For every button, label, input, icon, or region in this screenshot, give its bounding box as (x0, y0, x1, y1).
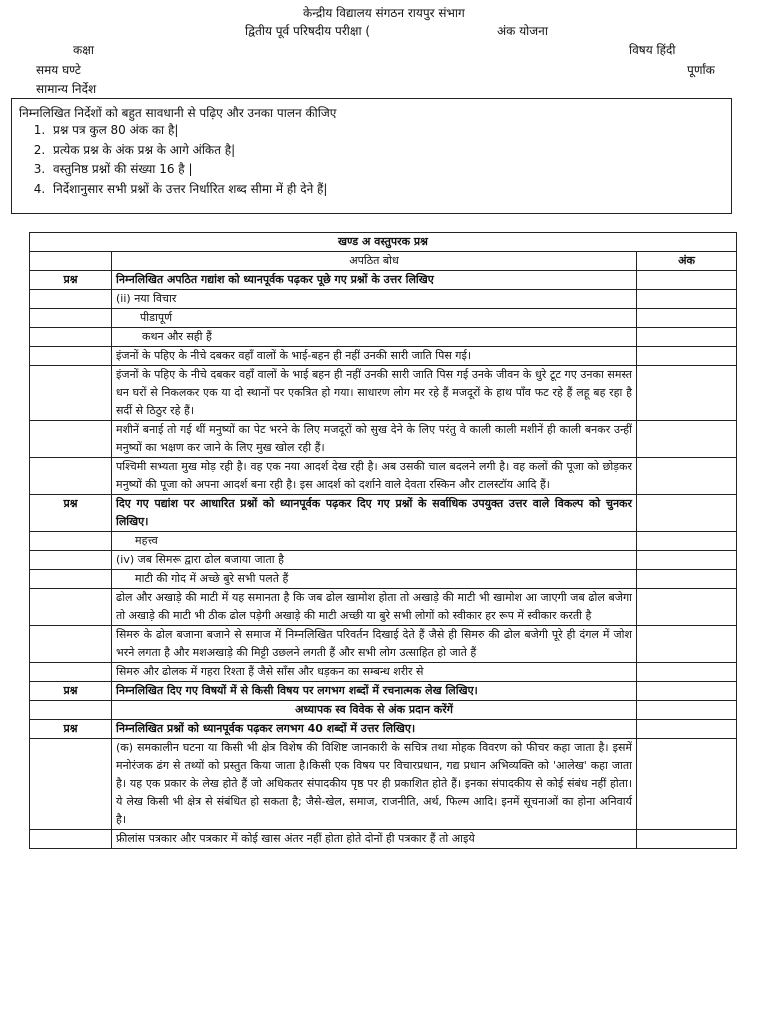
empty-cell (30, 290, 112, 309)
answer-row (30, 551, 737, 570)
answer-row (30, 739, 737, 830)
answer-text: (iv) जब सिमरू द्वारा ढोल बजाया जाता है (112, 551, 637, 570)
marks-cell (637, 366, 737, 421)
marks-cell (637, 551, 737, 570)
general-instructions-label: सामान्य निर्देश (36, 82, 97, 96)
marks-cell (637, 458, 737, 495)
empty-cell (30, 309, 112, 328)
answer-row (30, 570, 737, 589)
answer-row (30, 532, 737, 551)
instruction-item: 4. निर्देशानुसार सभी प्रश्नों के उत्तर निर्धारित शब्द सीमा में ही देने हैं| (49, 180, 327, 200)
answer-text: फ्रीलांस पत्रकार और पत्रकार में कोई खास अंतर नहीं होता होते दोनों ही पत्रकार हैं तो आइये (112, 830, 637, 849)
scheme-label: अंक योजना (497, 24, 548, 38)
instructions-heading: निम्नलिखित निर्देशों को बहुत सावधानी से पढ़िए और उनका पालन कीजिए (19, 106, 337, 120)
question-prompt: दिए गए पद्यांश पर आधारित प्रश्नों को ध्यानपूर्वक पढ़कर दिए गए प्रश्नों के सर्वाधिक उपयुक्त उत्तर वाले विकल्प को चुनकर लिखिए। (112, 495, 637, 532)
answer-row (30, 626, 737, 663)
note-row (30, 701, 737, 720)
empty-cell (30, 347, 112, 366)
marks-cell (637, 663, 737, 682)
question-label: प्रश्न (30, 495, 112, 532)
answer-row (30, 328, 737, 347)
empty-cell (30, 458, 112, 495)
answer-row (30, 589, 737, 626)
section-row (30, 233, 737, 252)
question-prompt: निम्नलिखित दिए गए विषयों में से किसी विषय पर लगभग शब्दों में रचनात्मक लेख लिखिए। (112, 682, 637, 701)
question-label: प्रश्न (30, 720, 112, 739)
instructions-box (11, 98, 732, 214)
class-label: कक्षा (73, 43, 94, 57)
question-prompt: निम्नलिखित अपठित गद्यांश को ध्यानपूर्वक पढ़कर पूछे गए प्रश्नों के उत्तर लिखिए (112, 271, 637, 290)
marks-cell (637, 271, 737, 290)
answer-row (30, 290, 737, 309)
answer-row (30, 366, 737, 421)
answer-text: मशीनें बनाई तो गई थीं मनुष्यों का पेट भरने के लिए मजदूरों को सुख देने के लिए परंतु वे काली काली मशीनें ही काली बनकर उन्हीं मनुष्यों का भक्षण कर जाने के लिए मुख खोल रही हैं। (112, 421, 637, 458)
marks-cell (637, 589, 737, 626)
empty-cell (30, 626, 112, 663)
marks-cell (637, 421, 737, 458)
marks-cell (637, 328, 737, 347)
section-title: खण्ड अ वस्तुपरक प्रश्न (30, 233, 737, 252)
answer-text: सिमरु के ढोल बजाना बजाने से समाज में निम्नलिखित परिवर्तन दिखाई देते हैं जैसे ही सिमरु की ढोल बजेगी पूरे ही दंगल में जोश भरने लगता है और मशअखाड़े की मिट्टी उछलने लगती हैं और सभी लोग उत्साहित हो जाते हैं (112, 626, 637, 663)
empty-cell (30, 739, 112, 830)
answer-text: (क) समकालीन घटना या किसी भी क्षेत्र विशेष की विशिष्ट जानकारी के सचित्र तथा मोहक विवरण को फीचर कहा जाता है। इसमें मनोरंजक ढंग से तथ्यों को प्रस्तुत किया जाता है।किसी एक विषय पर विचारप्रधान, गद्य प्रधान अभिव्यक्ति को 'आलेख' कहा जाता है। यह एक प्रकार के लेख होते हैं जो अधिकतर संपादकीय पृष्ठ पर ही प्रकाशित होते हैं। इनका संपादकीय से कोई संबंध नहीं होता। ये लेख किसी भी क्षेत्र से संबंधित हो सकता है; जैसे-खेल, समाज, राजनीति, अर्थ, फिल्म आदि। इनमें सूचनाओं का होना अनिवार्य है। (112, 739, 637, 830)
answer-text: इंजनों के पहिए के नीचे दबकर वहाँ वालों के भाई-बहन ही नहीं उनकी सारी जाति पिस गई। (112, 347, 637, 366)
marks-cell (637, 495, 737, 532)
marks-cell (637, 701, 737, 720)
answer-text: इंजनों के पहिए के नीचे दबकर वहाँ वालों के भाई बहन ही नहीं उनकी सारी जाति पिस गई उनके जीवन के धुरे टूट गए उनका समस्त धन घरों से निकलकर एक या दो स्थानों पर एकत्रित हो गया। साधारण लोग मर रहे हैं मजदूरों के हाथ पाँव फट रहे हैं लहू बह रहा है सर्दी से ठिठुर रहे हैं। (112, 366, 637, 421)
answer-text: महत्त्व (112, 532, 637, 551)
marks-cell (637, 309, 737, 328)
answer-text: ढोल और अखाड़े की माटी में यह समानता है कि जब ढोल खामोश होता तो अखाड़े की माटी भी खामोश आ जाएगी जब ढोल बजेगा तो अखाड़े की माटी भी ठीक ढोल पड़ेगी अखाड़े की माटी अच्छी या बुरे सभी लोगों को स्वीकार हर रूप में स्वीकार करती है (112, 589, 637, 626)
empty-cell (30, 328, 112, 347)
empty-cell (30, 663, 112, 682)
empty-cell (30, 830, 112, 849)
marks-cell (637, 830, 737, 849)
instruction-item: 1. प्रश्न पत्र कुल 80 अंक का है| (49, 121, 327, 141)
instruction-item: 3. वस्तुनिष्ठ प्रश्नों की संख्या 16 है | (49, 160, 327, 180)
empty-cell (30, 570, 112, 589)
answer-table (29, 232, 737, 849)
question-row (30, 720, 737, 739)
answer-row (30, 347, 737, 366)
answer-text: माटी की गोद में अच्छे बुरे सभी पलते हैं (112, 570, 637, 589)
answer-row (30, 830, 737, 849)
marks-header: अंक (637, 252, 737, 271)
question-row (30, 682, 737, 701)
instruction-item: 2. प्रत्येक प्रश्न के अंक प्रश्न के आगे अंकित है| (49, 141, 327, 161)
org-title: केन्द्रीय विद्यालय संगठन रायपुर संभाग (303, 6, 465, 20)
instructions-list (12, 121, 327, 199)
teacher-note: अध्यापक स्व विवेक से अंक प्रदान करेंगें (112, 701, 637, 720)
empty-cell (30, 421, 112, 458)
answer-text: कथन और सही हैं (112, 328, 637, 347)
subsection-title: अपठित बोध (112, 252, 637, 271)
answer-text: पीडापूर्ण (112, 309, 637, 328)
marks-cell (637, 347, 737, 366)
time-label: समय घण्टे (36, 63, 81, 77)
answer-text: (ii) नया विचार (112, 290, 637, 309)
answer-text: पश्चिमी सभ्यता मुख मोड़ रही है। वह एक नया आदर्श देख रही है। अब उसकी चाल बदलने लगी है। वह कलों की पूजा को छोड़कर मनुष्यों की पूजा को अपना आदर्श बना रही है। इस आदर्श को दर्शाने वाले देवता रस्किन और टालस्टॉय आदि हैं। (112, 458, 637, 495)
marks-cell (637, 570, 737, 589)
answer-row (30, 458, 737, 495)
empty-cell (30, 366, 112, 421)
answer-text: सिमरु और ढोलक में गहरा रिश्ता हैं जैसे साँस और धड़कन का सम्बन्ध शरीर से (112, 663, 637, 682)
question-row (30, 495, 737, 532)
question-label: प्रश्न (30, 682, 112, 701)
empty-cell (30, 589, 112, 626)
question-prompt: निम्नलिखित प्रश्नों को ध्यानपूर्वक पढ़कर लगभग 40 शब्दों में उत्तर लिखिए। (112, 720, 637, 739)
marks-cell (637, 532, 737, 551)
marks-cell (637, 626, 737, 663)
question-row (30, 271, 737, 290)
full-marks-label: पूर्णांक (687, 63, 715, 77)
marks-cell (637, 682, 737, 701)
answer-row (30, 309, 737, 328)
empty-cell (30, 701, 112, 720)
subsection-row (30, 252, 737, 271)
answer-row (30, 663, 737, 682)
empty-cell (30, 551, 112, 570)
marks-cell (637, 290, 737, 309)
empty-cell (30, 532, 112, 551)
question-label: प्रश्न (30, 271, 112, 290)
marks-cell (637, 720, 737, 739)
marks-cell (637, 739, 737, 830)
subject-label: विषय हिंदी (629, 43, 676, 57)
answer-row (30, 421, 737, 458)
empty-cell (30, 252, 112, 271)
exam-title: द्वितीय पूर्व परिषदीय परीक्षा ( (245, 24, 371, 38)
